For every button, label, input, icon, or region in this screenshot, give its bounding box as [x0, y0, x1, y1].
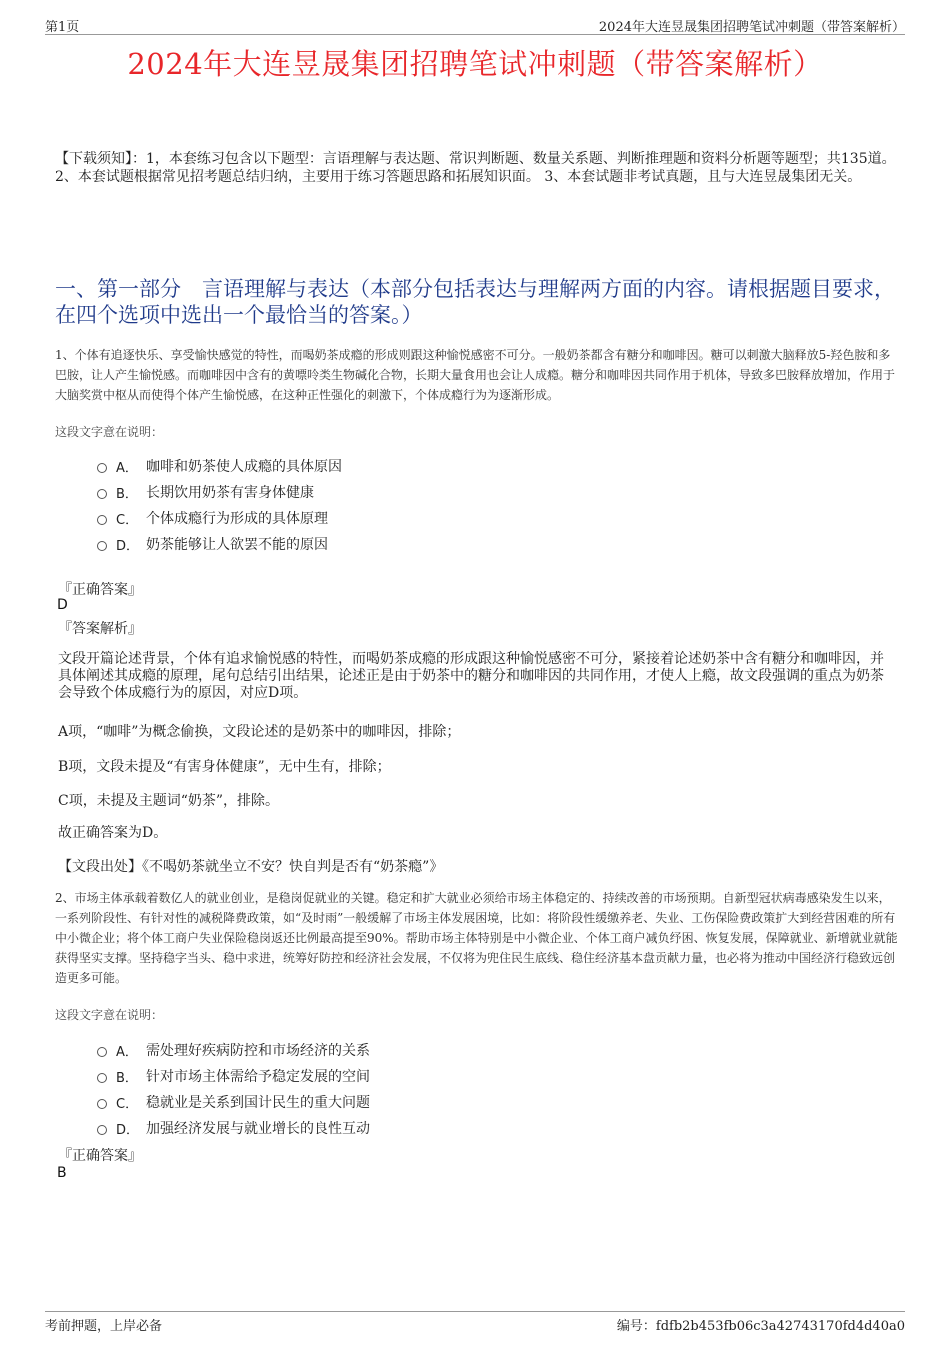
question-2-text: 2、市场主体承载着数亿人的就业创业，是稳岗促就业的关键。稳定和扩大就业必须给市场主体稳定的、持续改善的市场预期。自新型冠状病毒感染发生以来，一系列阶段性、有针对性的减税降费政策，如“及时雨”一般缓解了市场主体发展困境，比如：将阶段性缓缴养老、失业、工伤保险费政策扩大到经营困难的所有中小微企业；将个体工商户失业保险稳岗返还比例最高提至90%。帮助市场主体特别是中小微企业、个体工商户减负纾困、恢复发展，保障就业、新增就业就能获得坚实支撑。坚持稳字当头、稳中求进，统筹好防控和经济社会发展，不仅将为兜住民生底线、稳住经济基本盘贡献力量，也必将为推动中国经济行稳致远创造更多可能。: [55, 891, 898, 985]
option-b[interactable]: [97, 479, 797, 505]
radio-icon[interactable]: [97, 1099, 107, 1109]
option-a[interactable]: [97, 1037, 797, 1063]
option-letter: C．: [116, 512, 139, 528]
question-1-options: [97, 453, 797, 557]
option-text: 长期饮用奶茶有害身体健康: [146, 485, 314, 501]
option-d[interactable]: [97, 531, 797, 557]
analysis-conclusion: 故正确答案为D。: [58, 825, 168, 841]
option-letter: B．: [116, 1070, 138, 1086]
option-text: 稳就业是关系到国计民生的重大问题: [146, 1095, 370, 1111]
radio-icon[interactable]: [97, 541, 107, 551]
analysis-option-a: A项，“咖啡”为概念偷换，文段论述的是奶茶中的咖啡因，排除；: [58, 724, 461, 740]
correct-answer: B: [57, 1165, 67, 1181]
radio-icon[interactable]: [97, 1073, 107, 1083]
answer-tag: 『正确答案』: [58, 582, 142, 598]
page-header: [45, 14, 905, 35]
option-c[interactable]: [97, 505, 797, 531]
question-2-options: [97, 1037, 797, 1141]
option-text: 咖啡和奶茶使人成瘾的具体原因: [146, 459, 342, 475]
analysis-tag: 『答案解析』: [58, 621, 142, 637]
option-text: 针对市场主体需给予稳定发展的空间: [146, 1069, 370, 1085]
question-1-prompt: 这段文字意在说明：: [55, 425, 164, 439]
radio-icon[interactable]: [97, 1125, 107, 1135]
option-letter: D．: [116, 1122, 140, 1138]
question-2-prompt: 这段文字意在说明：: [55, 1008, 164, 1022]
radio-icon[interactable]: [97, 463, 107, 473]
correct-answer: D: [57, 597, 68, 613]
option-letter: A．: [116, 1044, 138, 1060]
document-id: 编号：fdfb2b453fb06c3a42743170fd4d40a0: [616, 1319, 905, 1334]
option-text: 加强经济发展与就业增长的良性互动: [146, 1121, 370, 1137]
download-notice: 【下载须知】：1，本套练习包含以下题型：言语理解与表达题、常识判断题、数量关系题、判断推理题和资料分析题等题型；共135道。 2、本套试题根据常见招考题总结归纳，主要用于练习答题思路和拓展知识面。 3、本套试题非考试真题，且与大连昱晟集团无关。: [55, 151, 896, 185]
option-letter: B．: [116, 486, 138, 502]
header-doc-title: 2024年大连昱晟集团招聘笔试冲刺题（带答案解析）: [598, 20, 905, 35]
radio-icon[interactable]: [97, 489, 107, 499]
page-number: 第1页: [45, 20, 80, 35]
radio-icon[interactable]: [97, 1047, 107, 1057]
radio-icon[interactable]: [97, 515, 107, 525]
footer-slogan: 考前押题，上岸必备: [45, 1319, 163, 1334]
analysis-option-c: C项，未提及主题词“奶茶”，排除。: [58, 793, 280, 809]
section-title: 一、第一部分 言语理解与表达（本部分包括表达与理解两方面的内容。请根据题目要求，在四个选项中选出一个最恰当的答案。）: [55, 277, 895, 327]
analysis-option-b: B项，文段未提及“有害身体健康”，无中生有，排除；: [58, 759, 391, 775]
option-letter: C．: [116, 1096, 139, 1112]
option-text: 个体成瘾行为形成的具体原理: [146, 511, 328, 527]
answer-tag: 『正确答案』: [58, 1148, 142, 1164]
option-c[interactable]: [97, 1089, 797, 1115]
option-d[interactable]: [97, 1115, 797, 1141]
option-text: 需处理好疾病防控和市场经济的关系: [146, 1043, 370, 1059]
option-text: 奶茶能够让人欲罢不能的原因: [146, 537, 328, 553]
answer-analysis: 文段开篇论述背景，个体有追求愉悦感的特性，而喝奶茶成瘾的形成跟这种愉悦感密不可分，紧接着论述奶茶中含有糖分和咖啡因，并具体阐述其成瘾的原理，尾句总结引出结果，论述正是由于奶茶中的糖分和咖啡因的共同作用，才使人上瘾，故文段强调的重点为奶茶会导致个体成瘾行为的原因，对应D项。: [58, 651, 884, 701]
text-source: 【文段出处】《不喝奶茶就坐立不安？快自判是否有“奶茶瘾”》: [58, 859, 444, 875]
option-letter: A．: [116, 460, 138, 476]
option-b[interactable]: [97, 1063, 797, 1089]
document-title: 2024年大连昱晟集团招聘笔试冲刺题（带答案解析）: [127, 47, 823, 81]
option-a[interactable]: [97, 453, 797, 479]
page-footer: [45, 1311, 905, 1332]
option-letter: D．: [116, 538, 140, 554]
question-1-text: 1、个体有追逐快乐、享受愉快感觉的特性，而喝奶茶成瘾的形成则跟这种愉悦感密不可分。一般奶茶都含有糖分和咖啡因。糖可以刺激大脑释放5-羟色胺和多巴胺，让人产生愉悦感。而咖啡因中含有的黄嘌呤类生物碱化合物，长期大量食用也会让人成瘾。糖分和咖啡因共同作用于机体，导致多巴胺释放增加，作用于大脑奖赏中枢从而使得个体产生愉悦感，在这种正性强化的刺激下，个体成瘾行为为逐渐形成。: [55, 348, 896, 402]
